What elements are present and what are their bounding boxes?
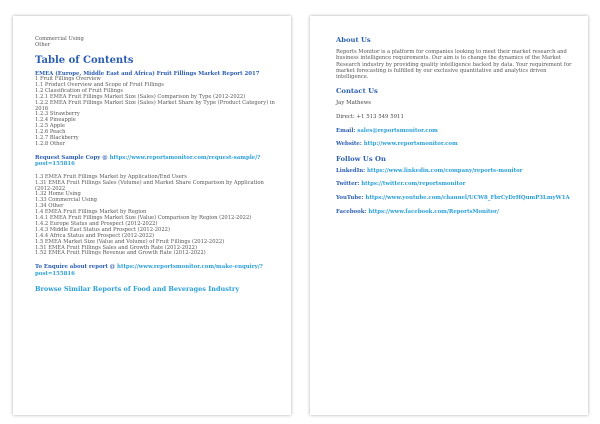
toc-item: 1.51 EMEA Fruit Fillings Sales and Growth Rate (2012-2022) <box>35 244 197 251</box>
toc-item: 1.2.1 EMEA Fruit Fillings Market Size (Sales) Comparison by Type (2012-2022) <box>35 93 246 100</box>
toc-item: 1.4.1 EMEA Fruit Fillings Market Size (Value) Comparison by Region (2012-2022) <box>35 215 252 222</box>
toc-title: Table of Contents <box>35 54 134 66</box>
enquire-link[interactable]: https://www.reportsmonitor.com/make-enquiry/?post=155816 <box>35 264 263 277</box>
website-link[interactable]: http://www.reportsmonitor.com <box>363 141 458 148</box>
toc-item: 1.2.7 Blackberry <box>35 135 79 142</box>
top-line: Commercial Using <box>35 36 84 42</box>
toc-item: 1.33 Commercial Using <box>35 197 97 204</box>
facebook-line <box>336 209 574 216</box>
toc-item: 1.2.8 Other <box>35 140 66 147</box>
sample-line <box>35 155 277 168</box>
toc-item: 1.31 EMEA Fruit Fillings Sales (Volume) and Market Share Comparison by Application (2012-2022 <box>35 179 264 192</box>
toc-item: 1.4.3 Middle East Status and Prospect (2012-2022) <box>35 226 170 233</box>
toc-item: 1.3 EMEA Fruit Fillings Market by Application/End Users <box>35 173 187 180</box>
report-title: EMEA (Europe, Middle East and Africa) Fruit Fillings Market Report 2017 <box>35 70 260 77</box>
linkedin-link[interactable]: https://www.linkedin.com/company/reports-monitor <box>367 167 523 174</box>
youtube-label: YouTube: <box>336 195 366 202</box>
youtube-link[interactable]: https://www.youtube.com/channel/UCW8_FbrCyDrHQumP3LmyW1A <box>365 195 570 202</box>
toc-item: 1.2 Classification of Fruit Fillings <box>35 87 123 94</box>
left-page <box>13 16 291 415</box>
facebook-label: Facebook: <box>336 208 369 215</box>
twitter-label: Twitter: <box>336 181 362 188</box>
top-line: Other <box>35 42 51 49</box>
toc-item: 1.34 Other <box>35 203 64 210</box>
twitter-link[interactable]: https://twitter.com/reportsmonitor <box>361 181 466 188</box>
toc-item: 1.1 Product Overview and Scope of Fruit Fillings <box>35 81 164 88</box>
toc-item: 1.32 Home Using <box>35 191 81 198</box>
top-lines <box>35 36 277 49</box>
toc-item: 1.2.3 Strawberry <box>35 111 80 118</box>
facebook-link[interactable]: https://www.facebook.com/ReportsMonitor/ <box>368 208 499 215</box>
linkedin-label: LinkedIn: <box>336 167 367 174</box>
sample-prefix: Request Sample Copy @ <box>35 154 110 161</box>
right-page <box>310 16 588 415</box>
toc-item: 1.4 EMEA Fruit Fillings Market by Region <box>35 209 147 216</box>
enquire-prefix: To Enquire about report @ <box>35 264 118 271</box>
toc-list-2 <box>35 175 277 258</box>
toc-item: 1.2.5 Apple <box>35 123 65 130</box>
toc-list-1 <box>35 77 277 148</box>
youtube-line <box>336 195 574 202</box>
enquire-line <box>35 264 277 277</box>
direct-phone: Direct: +1 513 549 5911 <box>336 114 404 121</box>
toc-item: 1.4.2 Europe Status and Prospect (2012-2022) <box>35 220 158 227</box>
about-text: Reports Monitor is a platform for companies looking to meet their market research and business intelligence requirements. Our aim is to change the dynamics of the Market Research industry by providing quality intelligence backed by data. Your requirement for market forecasting is fulfilled by our exclusive quantitative and analytics driven intelligence. <box>336 49 572 81</box>
toc-item: 1.52 EMEA Fruit Fillings Revenue and Growth Rate (2012-2022) <box>35 250 206 257</box>
website-line <box>336 141 574 148</box>
toc-item: 1.2.2 EMEA Fruit Fillings Market Size (Sales) Market Share by Type (Product Category) in 2016 <box>35 99 275 112</box>
browse-similar-link[interactable]: Browse Similar Reports of Food and Beverages Industry <box>35 285 240 294</box>
website-label: Website: <box>336 141 364 148</box>
toc-item: 1.4.4 Africa Status and Prospect (2012-2022) <box>35 232 155 239</box>
email-label: Email: <box>336 127 358 134</box>
contact-name: Jay Mathews <box>336 100 372 107</box>
contact-title: Contact Us <box>336 87 378 96</box>
twitter-line <box>336 181 574 188</box>
email-line <box>336 128 574 135</box>
email-link[interactable]: sales@reportsmonitor.com <box>357 127 438 134</box>
sample-link[interactable]: https://www.reportsmonitor.com/request-sample/?post=155816 <box>35 154 261 168</box>
toc-item: 1 Fruit Fillings Overview <box>35 76 101 82</box>
linkedin-line <box>336 168 574 175</box>
about-title: About Us <box>336 36 371 44</box>
toc-item: 1.5 EMEA Market Size (Value and Volume) of Fruit Fillings (2012-2022) <box>35 238 225 245</box>
toc-item: 1.2.4 Pineapple <box>35 117 76 124</box>
follow-title: Follow Us On <box>336 154 386 163</box>
toc-item: 1.2.6 Peach <box>35 129 66 136</box>
